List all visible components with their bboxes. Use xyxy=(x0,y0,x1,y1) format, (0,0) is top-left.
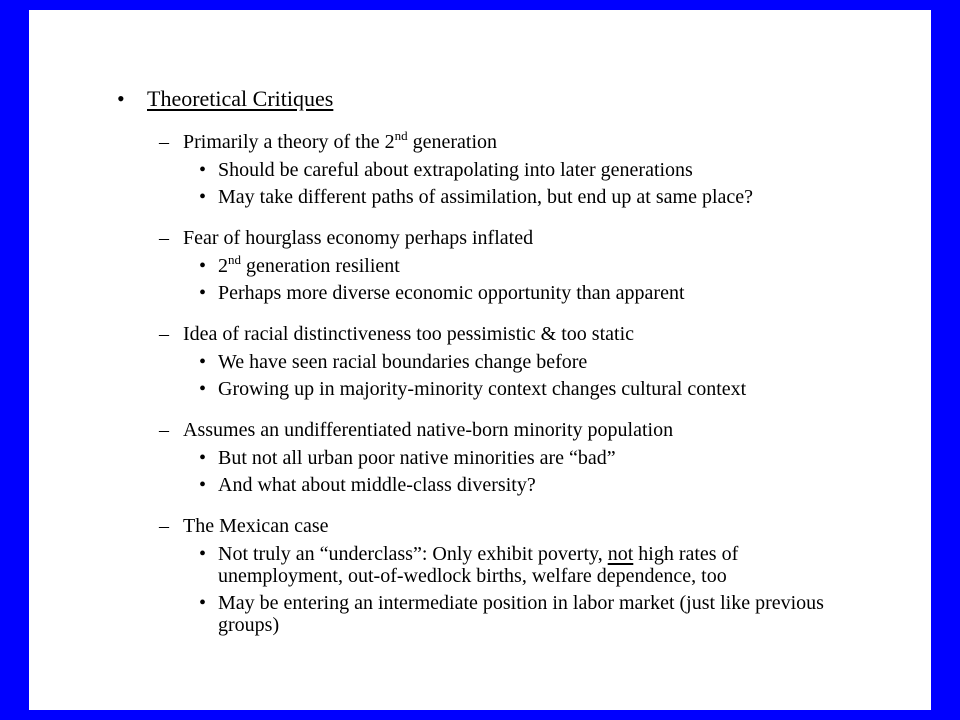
sub-item xyxy=(159,592,868,636)
sub-item xyxy=(159,159,919,181)
sub-item xyxy=(159,378,919,400)
sub-suffix: generation resilient xyxy=(241,255,400,277)
sub-bullet: • xyxy=(199,447,207,469)
section-generation xyxy=(159,130,919,208)
sub-text-before: Not truly an “underclass”: Only exhibit poverty, xyxy=(218,543,608,565)
heading-bullet: • xyxy=(117,86,125,111)
sub-item xyxy=(159,447,919,469)
sub-text: May be entering an intermediate position in labor market (just like previous groups) xyxy=(218,592,824,636)
point-suffix: generation xyxy=(407,131,498,153)
sub-item xyxy=(159,543,858,587)
dash-marker: – xyxy=(159,419,169,441)
point-text xyxy=(159,226,919,250)
sub-text: And what about middle-class diversity? xyxy=(218,474,536,496)
section-native-born-minority xyxy=(159,418,919,496)
section-mexican-case xyxy=(159,514,919,636)
sub-item xyxy=(159,186,919,208)
sub-item xyxy=(159,474,919,496)
sub-bullet: • xyxy=(199,255,207,277)
section-racial-distinctiveness xyxy=(159,322,919,400)
underlined-word: not xyxy=(607,543,634,565)
point-text xyxy=(159,514,919,538)
point-text xyxy=(159,130,919,154)
sub-text: Should be careful about extrapolating into later generations xyxy=(218,159,693,181)
point-prefix: Primarily a theory of the 2 xyxy=(183,131,395,153)
sub-bullet: • xyxy=(199,592,207,614)
point-label: Fear of hourglass economy perhaps inflated xyxy=(183,227,534,249)
sub-text: May take different paths of assimilation, but end up at same place? xyxy=(218,186,754,208)
point-text xyxy=(159,418,919,442)
sub-text: Perhaps more diverse economic opportunity than apparent xyxy=(218,282,685,304)
point-label: Assumes an undifferentiated native-born minority population xyxy=(183,419,674,441)
section-hourglass-economy xyxy=(159,226,919,304)
slide-heading xyxy=(117,87,333,111)
sub-bullet: • xyxy=(199,282,207,304)
sub-text: But not all urban poor native minorities are “bad” xyxy=(218,447,616,469)
superscript: nd xyxy=(228,252,241,267)
sub-bullet: • xyxy=(199,378,207,400)
sub-text-after: high rates of unemployment, out-of-wedlock births, welfare dependence, too xyxy=(218,543,739,587)
dash-marker: – xyxy=(159,515,169,537)
superscript: nd xyxy=(394,128,408,143)
point-label: Idea of racial distinctiveness too pessimistic & too static xyxy=(183,323,635,345)
sub-prefix: 2 xyxy=(218,255,228,277)
dash-marker: – xyxy=(159,323,169,345)
sub-item xyxy=(159,351,919,373)
point-text xyxy=(159,322,919,346)
sub-bullet: • xyxy=(199,474,207,496)
heading-title: Theoretical Critiques xyxy=(147,86,334,111)
sub-bullet: • xyxy=(199,543,207,565)
sub-item xyxy=(159,252,919,277)
slide-page xyxy=(29,10,931,710)
sub-text: Growing up in majority-minority context changes cultural context xyxy=(218,378,747,400)
sub-text: We have seen racial boundaries change before xyxy=(218,351,588,373)
sub-bullet: • xyxy=(199,159,207,181)
sub-bullet: • xyxy=(199,186,207,208)
dash-marker: – xyxy=(159,131,169,153)
dash-marker: – xyxy=(159,227,169,249)
sub-item xyxy=(159,282,919,304)
sub-bullet: • xyxy=(199,351,207,373)
point-label: The Mexican case xyxy=(183,515,329,537)
